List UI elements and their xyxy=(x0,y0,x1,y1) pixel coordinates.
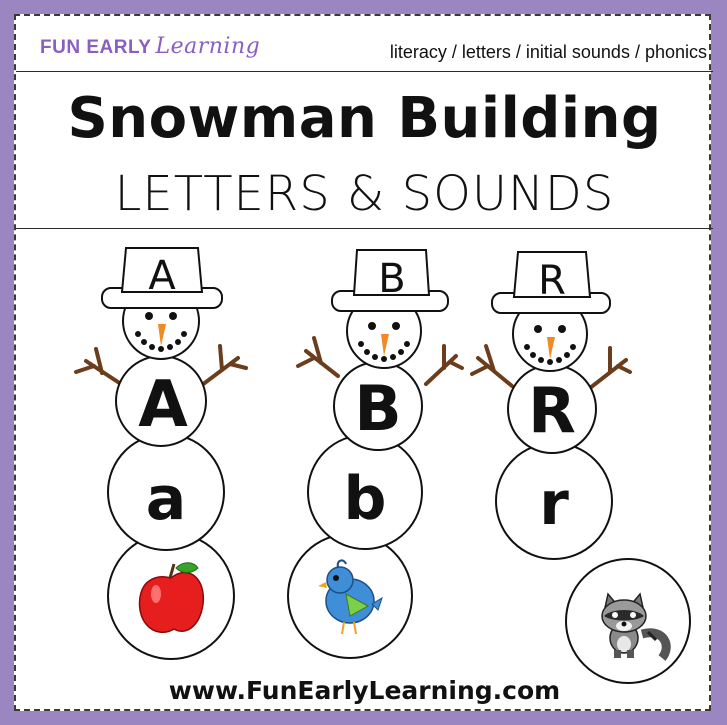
snowman-b-lower-letter: b xyxy=(343,464,387,534)
snowman-a-upper-letter: A xyxy=(138,368,188,442)
topic-tags: literacy / letters / initial sounds / phonics xyxy=(389,42,707,62)
snowman-a-lower-letter: a xyxy=(145,464,187,534)
snowman-a xyxy=(76,248,246,659)
snowman-r xyxy=(472,252,690,683)
page-subtitle: LETTERS & SOUNDS xyxy=(114,166,615,222)
snowman-b-hat-letter: B xyxy=(378,256,406,302)
logo-main-text: FUN EARLY xyxy=(40,37,152,58)
snowman-b xyxy=(288,250,462,658)
snowman-a-hat-letter: A xyxy=(148,253,176,299)
snowmen-illustration xyxy=(16,16,713,713)
website-footer[interactable]: www.FunEarlyLearning.com xyxy=(168,676,561,705)
worksheet-card xyxy=(14,14,711,711)
snowman-b-upper-letter: B xyxy=(354,372,402,445)
snowman-r-lower-letter: r xyxy=(539,469,569,539)
snowman-r-upper-letter: R xyxy=(528,374,576,447)
page-title: Snowman Building xyxy=(67,86,662,151)
snowman-r-hat-letter: R xyxy=(538,258,566,304)
logo-script-text: Learning xyxy=(155,34,261,59)
